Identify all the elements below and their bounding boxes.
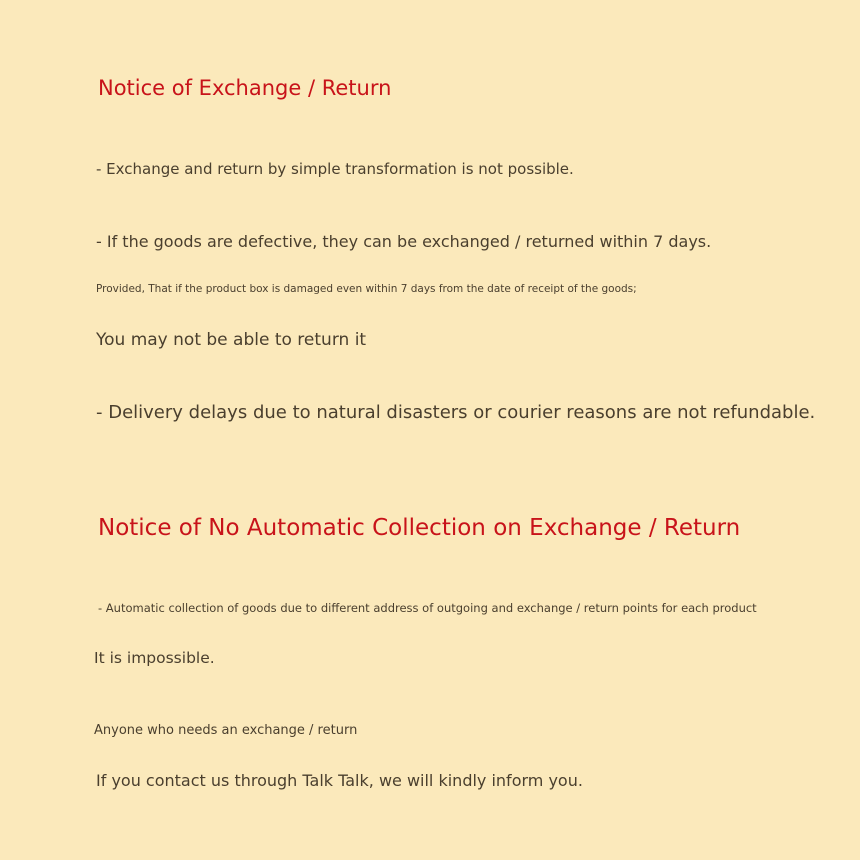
notice-line-automatic-collection: - Automatic collection of goods due to different address of outgoing and exchange / return points for each product (98, 601, 757, 615)
notice-line-may-not-return: You may not be able to return it (96, 330, 367, 350)
notice-line-delivery-delays: - Delivery delays due to natural disasters or courier reasons are not refundable. (96, 402, 816, 423)
notice-line-defective-goods: - If the goods are defective, they can be exchanged / returned within 7 days. (96, 232, 712, 251)
no-automatic-collection-notice-title: Notice of No Automatic Collection on Exchange / Return (98, 515, 741, 541)
notice-line-simple-change: - Exchange and return by simple transformation is not possible. (96, 160, 574, 178)
notice-line-contact-talk-talk: If you contact us through Talk Talk, we will kindly inform you. (96, 771, 583, 790)
notice-line-anyone-needs-exchange: Anyone who needs an exchange / return (94, 723, 358, 738)
notice-line-impossible: It is impossible. (94, 649, 215, 667)
exchange-return-notice-title: Notice of Exchange / Return (98, 76, 392, 100)
notice-line-box-damage-proviso: Provided, That if the product box is damaged even within 7 days from the date of receipt of the goods; (96, 283, 637, 295)
